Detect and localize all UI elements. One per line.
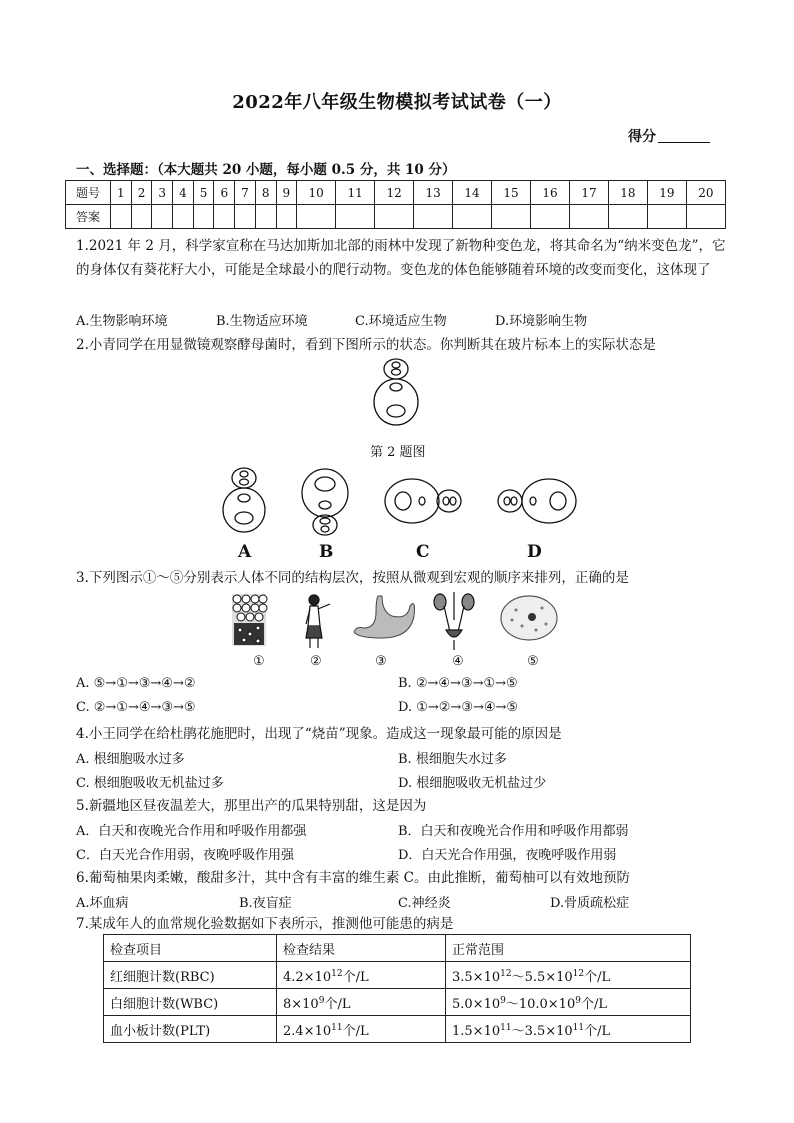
- yeast-label-a[interactable]: A: [238, 542, 252, 562]
- row-range: $1.5\times 10^{11}\sim 3.5\times 10^{11}$个/L: [446, 1016, 691, 1043]
- answer-table-answer-row: [66, 205, 726, 229]
- answer-cell[interactable]: [608, 205, 647, 229]
- level-label-3: ③: [375, 654, 387, 669]
- header-result: 检查结果: [277, 935, 446, 962]
- blood-test-table: [103, 934, 691, 1043]
- q4-option-a[interactable]: A. 根细胞吸水过多: [76, 752, 185, 767]
- kidney-system-icon: [434, 592, 474, 650]
- q1-option-c[interactable]: C.环境适应生物: [355, 314, 447, 329]
- score-field[interactable]: [628, 126, 710, 146]
- answer-cell[interactable]: [647, 205, 686, 229]
- question-number-cell: 14: [453, 181, 492, 205]
- question-2-text: 2.小青同学在用显微镜观察酵母菌时，看到下图所示的状态。你判断其在玻片标本上的实际状态是: [76, 337, 656, 353]
- q3-option-a[interactable]: A. ⑤→①→③→④→②: [76, 676, 196, 691]
- question-number-cell: 3: [152, 181, 173, 205]
- yeast-figure: [370, 356, 430, 436]
- row-label-number: 题号: [66, 181, 111, 205]
- q4-option-b[interactable]: B. 根细胞失水过多: [398, 752, 507, 767]
- answer-cell[interactable]: [453, 205, 492, 229]
- answer-cell[interactable]: [569, 205, 608, 229]
- row-item: 白细胞计数(WBC): [104, 989, 277, 1016]
- row-range: $5.0\times 10^9\sim 10.0\times 10^9$个/L: [446, 989, 691, 1016]
- blood-table-header: [104, 935, 691, 962]
- yeast-options: [215, 465, 585, 540]
- q5-option-a[interactable]: A．白天和夜晚光合作用和呼吸作用都强: [76, 824, 307, 839]
- q3-option-c[interactable]: C. ②→①→④→③→⑤: [76, 700, 196, 715]
- q6-option-b[interactable]: B.夜盲症: [239, 896, 292, 911]
- q4-option-d[interactable]: D. 根细胞吸收无机盐过少: [398, 776, 547, 791]
- section-heading: 一、选择题：（本大题共 20 小题，每小题 0.5 分，共 10 分）: [76, 162, 456, 178]
- answer-cell[interactable]: [492, 205, 531, 229]
- question-number-cell: 1: [111, 181, 132, 205]
- answer-cell[interactable]: [276, 205, 297, 229]
- question-number-cell: 6: [214, 181, 235, 205]
- question-3-text: 3.下列图示①～⑤分别表示人体不同的结构层次，按照从微观到宏观的顺序来排列，正确的是: [76, 570, 629, 586]
- body-levels-figure: [232, 592, 562, 652]
- stomach-icon: [354, 596, 415, 638]
- question-number-cell: 18: [608, 181, 647, 205]
- question-number-cell: 5: [193, 181, 214, 205]
- question-5-text: 5.新疆地区昼夜温差大，那里出产的瓜果特别甜，这是因为: [76, 798, 427, 814]
- question-number-cell: 20: [686, 181, 725, 205]
- q1-option-a[interactable]: A.生物影响环境: [76, 314, 168, 329]
- level-label-5: ⑤: [527, 654, 539, 669]
- answer-cell[interactable]: [297, 205, 336, 229]
- q5-option-b[interactable]: B．白天和夜晚光合作用和呼吸作用都弱: [398, 824, 629, 839]
- row-result: $8\times 10^9$个/L: [277, 989, 446, 1016]
- row-result: $4.2\times 10^{12}$个/L: [277, 962, 446, 989]
- cell-icon: [501, 596, 557, 640]
- q5-option-d[interactable]: D．白天光合作用强，夜晚呼吸作用弱: [398, 848, 617, 863]
- answer-cell[interactable]: [111, 205, 132, 229]
- answer-cell[interactable]: [375, 205, 414, 229]
- question-number-cell: 8: [255, 181, 276, 205]
- figure-2-caption: 第 2 题图: [370, 445, 426, 460]
- table-row: [104, 1016, 691, 1043]
- question-6-text: 6.葡萄柚果肉柔嫩，酸甜多汁，其中含有丰富的维生素 C。由此推断，葡萄柚可以有效地预防: [76, 870, 630, 886]
- header-range: 正常范围: [446, 935, 691, 962]
- question-number-cell: 9: [276, 181, 297, 205]
- q6-option-c[interactable]: C.神经炎: [398, 896, 451, 911]
- row-label-answer: 答案: [66, 205, 111, 229]
- exam-title: 2022年八年级生物模拟考试试卷（一）: [232, 92, 562, 113]
- q6-option-d[interactable]: D.骨质疏松症: [550, 896, 630, 911]
- answer-cell[interactable]: [235, 205, 256, 229]
- question-4-text: 4.小王同学在给杜鹃花施肥时，出现了“烧苗”现象。造成这一现象最可能的原因是: [76, 726, 562, 742]
- answer-table-number-row: [66, 181, 726, 205]
- question-number-cell: 7: [235, 181, 256, 205]
- question-number-cell: 10: [297, 181, 336, 205]
- yeast-label-b[interactable]: B: [319, 542, 334, 562]
- question-number-cell: 11: [336, 181, 375, 205]
- q6-option-a[interactable]: A.坏血病: [76, 896, 129, 911]
- table-row: [104, 989, 691, 1016]
- person-icon: [306, 595, 330, 648]
- row-range: $3.5\times 10^{12}\sim 5.5\times 10^{12}$个/L: [446, 962, 691, 989]
- yeast-label-d[interactable]: D: [527, 542, 542, 562]
- answer-cell[interactable]: [214, 205, 235, 229]
- answer-cell[interactable]: [152, 205, 173, 229]
- q3-option-b[interactable]: B. ②→④→③→①→⑤: [398, 676, 518, 691]
- header-item: 检查项目: [104, 935, 277, 962]
- question-number-cell: 2: [131, 181, 152, 205]
- level-label-1: ①: [253, 654, 265, 669]
- answer-cell[interactable]: [255, 205, 276, 229]
- question-7-text: 7.某成年人的血常规化验数据如下表所示，推测他可能患的病是: [76, 916, 454, 932]
- answer-cell[interactable]: [193, 205, 214, 229]
- question-number-cell: 4: [173, 181, 194, 205]
- row-item: 红细胞计数(RBC): [104, 962, 277, 989]
- question-1-text: 1.2021 年 2 月，科学家宣称在马达加斯加北部的雨林中发现了新物种变色龙，将其命名为“纳米变色龙”，它的身体仅有葵花籽大小，可能是全球最小的爬行动物。变色龙的体色能够随着环境的改变而变化，这体现了: [76, 238, 726, 278]
- answer-cell[interactable]: [336, 205, 375, 229]
- yeast-label-c[interactable]: C: [416, 542, 430, 562]
- answer-cell[interactable]: [414, 205, 453, 229]
- question-number-cell: 16: [531, 181, 570, 205]
- answer-table: [65, 180, 726, 229]
- score-label: 得分: [628, 129, 656, 145]
- q1-option-d[interactable]: D.环境影响生物: [495, 314, 588, 329]
- score-blank[interactable]: [658, 128, 710, 143]
- q4-option-c[interactable]: C. 根细胞吸收无机盐过多: [76, 776, 224, 791]
- row-result: $2.4\times 10^{11}$个/L: [277, 1016, 446, 1043]
- q5-option-c[interactable]: C．白天光合作用弱，夜晚呼吸作用强: [76, 848, 294, 863]
- q3-option-d[interactable]: D. ①→②→③→④→⑤: [398, 700, 519, 715]
- level-label-4: ④: [452, 654, 464, 669]
- answer-cell[interactable]: [686, 205, 725, 229]
- answer-cell[interactable]: [131, 205, 152, 229]
- table-row: [104, 962, 691, 989]
- question-1: [76, 234, 726, 282]
- answer-cell[interactable]: [173, 205, 194, 229]
- question-number-cell: 17: [569, 181, 608, 205]
- q1-option-b[interactable]: B.生物适应环境: [216, 314, 308, 329]
- question-number-cell: 12: [375, 181, 414, 205]
- question-number-cell: 19: [647, 181, 686, 205]
- question-number-cell: 15: [492, 181, 531, 205]
- question-number-cell: 13: [414, 181, 453, 205]
- answer-cell[interactable]: [531, 205, 570, 229]
- row-item: 血小板计数(PLT): [104, 1016, 277, 1043]
- tissue-icon: [232, 594, 267, 646]
- level-label-2: ②: [310, 654, 322, 669]
